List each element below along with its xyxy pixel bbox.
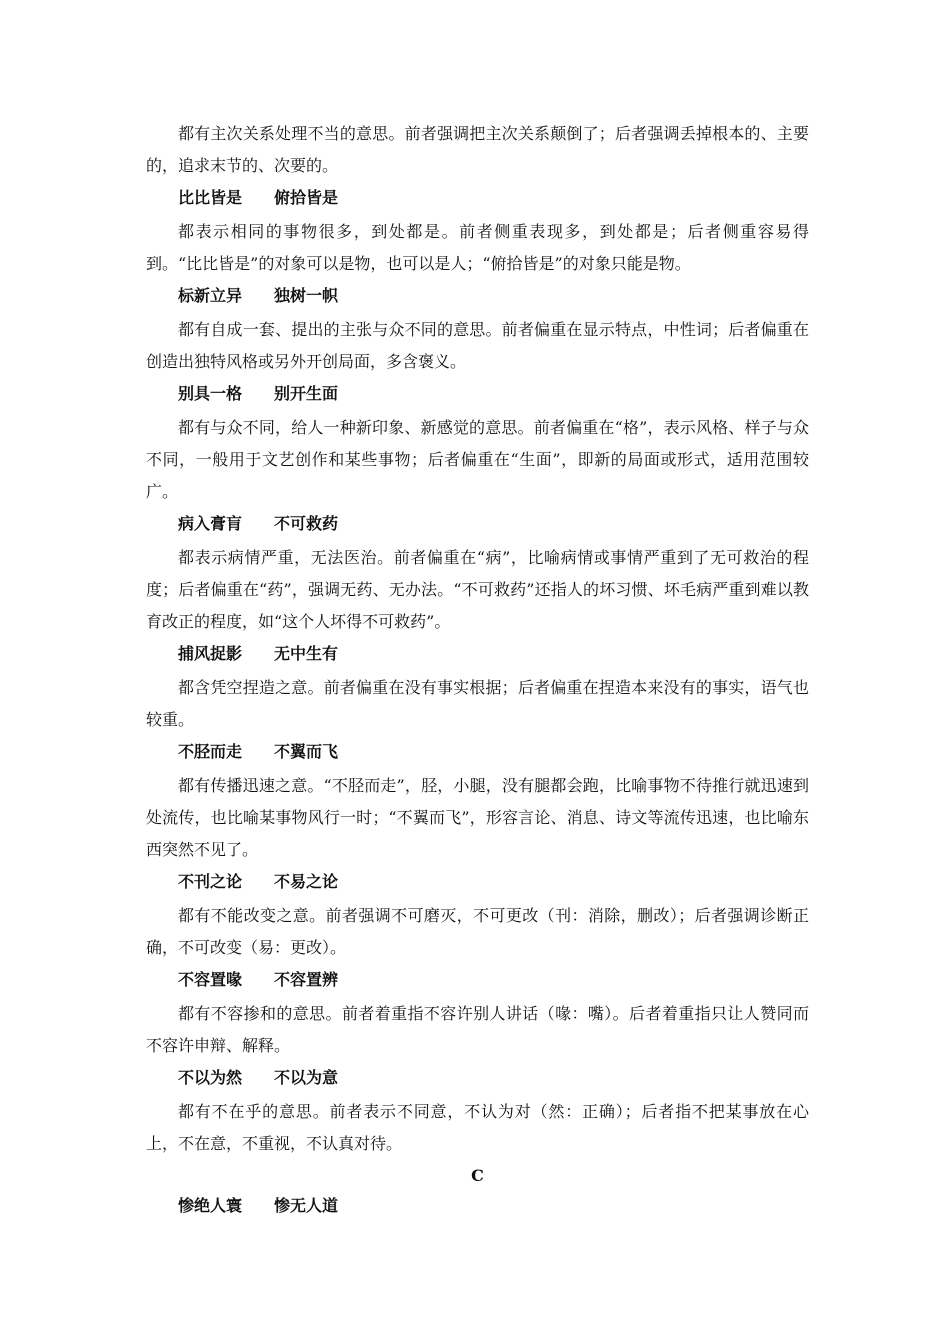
entry-heading xyxy=(178,1065,809,1091)
entry-heading xyxy=(178,1193,809,1219)
entry-term: 不容置辨 xyxy=(274,970,339,989)
document-page xyxy=(146,118,809,1224)
entry-explanation: 都表示病情严重，无法医治。前者偏重在“病”，比喻病情或事情严重到了无可救治的程度；后者偏重在“药”，强调无药、无办法。“不可救药”还指人的坏习惯、坏毛病严重到难以教育改正的程度，如“这个人坏得不可救药”。 xyxy=(146,548,809,631)
entry-explanation: 都含凭空捏造之意。前者偏重在没有事实根据；后者偏重在捏造本来没有的事实，语气也较重。 xyxy=(146,678,809,729)
entry-heading xyxy=(178,283,809,309)
entry-term: 不刊之论 xyxy=(178,872,243,891)
entry-term: 独树一帜 xyxy=(274,286,339,305)
entry-heading xyxy=(178,641,809,667)
entry-heading xyxy=(178,381,809,407)
entry-heading xyxy=(178,185,809,211)
entry-term: 不易之论 xyxy=(274,872,339,891)
entry-explanation: 都有自成一套、提出的主张与众不同的意思。前者偏重在显示特点，中性词；后者偏重在创造出独特风格或另外开创局面，多含褒义。 xyxy=(146,320,809,371)
entry-term: 病入膏肓 xyxy=(178,514,243,533)
intro-paragraph: 都有主次关系处理不当的意思。前者强调把主次关系颠倒了；后者强调丢掉根本的、主要的，追求末节的、次要的。 xyxy=(146,124,809,175)
entry-term: 不以为然 xyxy=(178,1068,243,1087)
entry-heading xyxy=(178,511,809,537)
entry-term: 不胫而走 xyxy=(178,742,243,761)
entry-explanation: 都有与众不同，给人一种新印象、新感觉的意思。前者偏重在“格”，表示风格、样子与众不同，一般用于文艺创作和某些事物；后者偏重在“生面”，即新的局面或形式，适用范围较广。 xyxy=(146,418,809,501)
entry-heading xyxy=(178,869,809,895)
entry-term: 不翼而飞 xyxy=(274,742,339,761)
entry-explanation: 都有传播迅速之意。“不胫而走”，胫，小腿，没有腿都会跑，比喻事物不待推行就迅速到处流传，也比喻某事物风行一时；“不翼而飞”，形容言论、消息、诗文等流传迅速，也比喻东西突然不见了。 xyxy=(146,776,809,859)
entry-term: 捕风捉影 xyxy=(178,644,243,663)
entry-term: 标新立异 xyxy=(178,286,243,305)
entry-term: 俯拾皆是 xyxy=(274,188,339,207)
entry-term: 不可救药 xyxy=(274,514,339,533)
entry-term: 别具一格 xyxy=(178,384,243,403)
entry-term: 比比皆是 xyxy=(178,188,243,207)
entry-explanation: 都有不容掺和的意思。前者着重指不容许别人讲话（喙：嘴）。后者着重指只让人赞同而不容许申辩、解释。 xyxy=(146,1004,809,1055)
entry-term: 不容置喙 xyxy=(178,970,243,989)
entry-explanation: 都有不能改变之意。前者强调不可磨灭，不可更改（刊：消除，删改）；后者强调诊断正确，不可改变（易：更改）。 xyxy=(146,906,809,957)
entry-term: 惨无人道 xyxy=(274,1196,339,1215)
section-letter: C xyxy=(471,1166,484,1185)
entry-explanation: 都有不在乎的意思。前者表示不同意，不认为对（然：正确）；后者指不把某事放在心上，不在意，不重视，不认真对待。 xyxy=(146,1102,809,1153)
entry-term: 惨绝人寰 xyxy=(178,1196,243,1215)
entry-heading xyxy=(178,967,809,993)
entry-term: 别开生面 xyxy=(274,384,339,403)
entry-term: 不以为意 xyxy=(274,1068,339,1087)
entry-explanation: 都表示相同的事物很多，到处都是。前者侧重表现多，到处都是；后者侧重容易得到。“比比皆是”的对象可以是物，也可以是人；“俯拾皆是”的对象只能是物。 xyxy=(146,222,809,273)
entry-heading xyxy=(178,739,809,765)
entry-term: 无中生有 xyxy=(274,644,339,663)
